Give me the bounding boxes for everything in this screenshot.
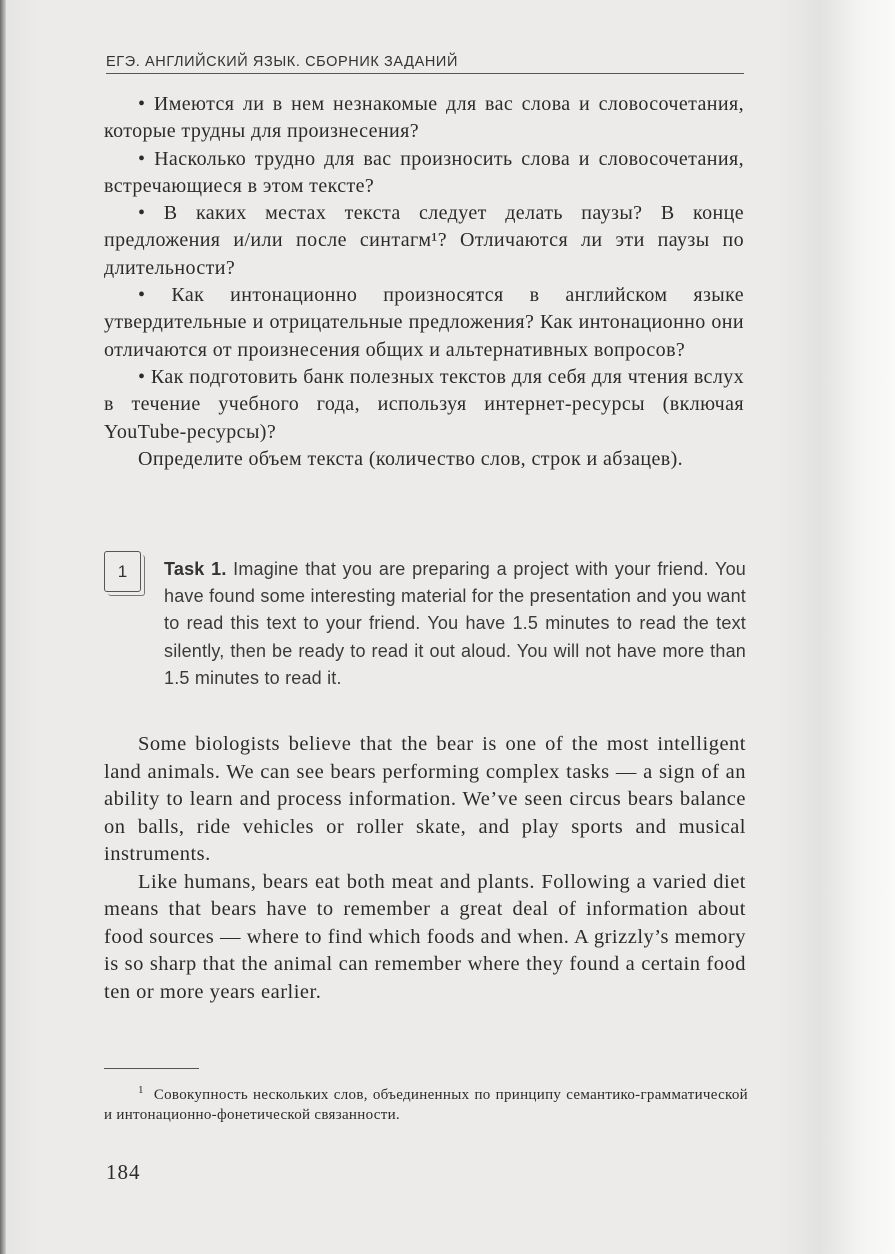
task-label: Task 1.: [164, 559, 227, 579]
footnote-text: Совокупность нескольких слов, объединенных по принципу семантико-грамматической и интонационно-фонетической связанности.: [104, 1087, 748, 1123]
passage-paragraph: Like humans, bears eat both meat and plants. Following a varied diet means that bears have to remember a great deal of information about food sources — where to find which foods and when. A grizzly’s memory is so sharp that the animal can remember where they found a certain food ten or more years earlier.: [104, 870, 746, 1003]
reading-passage: [104, 731, 746, 1006]
question-item: • Как интонационно произносятся в английском языке утвердительные и отрицательные предложения? Как интонационно они отличаются от произнесения общих и альтернативных вопросов?: [104, 284, 744, 361]
instruction-text: Определите объем текста (количество слов, строк и абзацев).: [138, 447, 684, 470]
task-description: [164, 556, 746, 692]
task-text: Imagine that you are preparing a project with your friend. You have found some interesting material for the presentation and you want to read this text to your friend. You have 1.5 minutes to read the text silently, then be ready to read it out aloud. You will not have more than 1.5 minutes to read it.: [164, 559, 747, 688]
task-number-box: 1: [104, 551, 141, 592]
footnote-divider: [104, 1068, 199, 1069]
question-item: • Имеются ли в нем незнакомые для вас слова и словосочетания, которые трудны для произнесения?: [104, 93, 744, 143]
footnote: [104, 1080, 748, 1125]
question-item: • Насколько трудно для вас произносить слова и словосочетания, встречающиеся в этом тексте?: [104, 147, 744, 197]
footnote-marker: 1: [138, 1084, 144, 1096]
running-header: ЕГЭ. АНГЛИЙСКИЙ ЯЗЫК. СБОРНИК ЗАДАНИЙ: [106, 54, 744, 74]
passage-paragraph: Some biologists believe that the bear is one of the most intelligent land animals. We can see bears performing complex tasks — a sign of an ability to learn and process information. We’ve seen circus bears balance on balls, ride vehicles or roller skate, and play sports and musical instruments.: [104, 733, 746, 865]
questions-block: [104, 91, 744, 473]
question-item: • В каких местах текста следует делать паузы? В конце предложения и/или после синтагм¹? Отличаются ли эти паузы по длительности?: [104, 202, 744, 279]
question-item: • Как подготовить банк полезных текстов для себя для чтения вслух в течение учебного года, используя интернет-ресурсы (включая YouTube-ресурсы)?: [104, 365, 744, 443]
page-number: 184: [106, 1160, 141, 1184]
page-binding-edge: [0, 0, 6, 1254]
